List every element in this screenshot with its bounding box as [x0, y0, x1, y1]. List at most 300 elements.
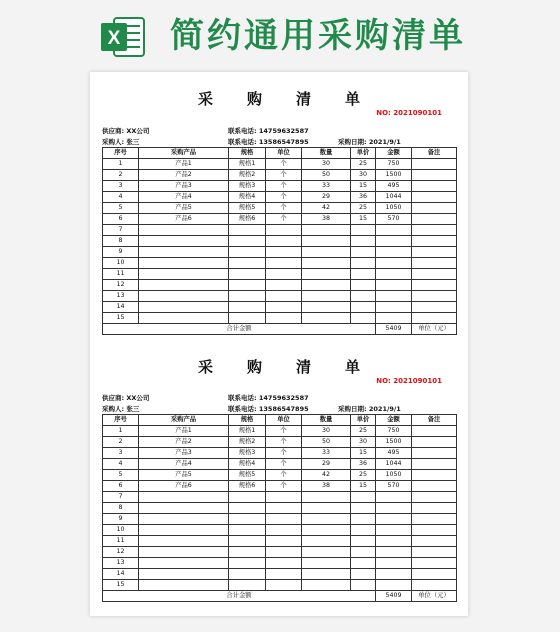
table-cell: 个: [266, 203, 302, 214]
table-row: [103, 536, 457, 547]
table-cell: [139, 313, 229, 324]
table-cell: 6: [103, 214, 139, 225]
table-cell: [302, 236, 351, 247]
table-row: [103, 247, 457, 258]
table-cell: [302, 580, 351, 591]
table-cell: [412, 547, 457, 558]
table-cell: [351, 313, 376, 324]
table-cell: 个: [266, 192, 302, 203]
table-cell: 495: [376, 448, 412, 459]
table-row: [103, 181, 457, 192]
table-cell: [412, 503, 457, 514]
table-cell: [229, 558, 266, 569]
document-page: [90, 72, 468, 616]
table-cell: [376, 291, 412, 302]
table-row: [103, 514, 457, 525]
table-cell: [412, 269, 457, 280]
table-cell: 11: [103, 536, 139, 547]
table-row: [103, 225, 457, 236]
total-amount: 5409: [376, 591, 412, 602]
table-cell: [376, 236, 412, 247]
column-header: 规格: [229, 415, 266, 426]
table-cell: 15: [351, 481, 376, 492]
table-cell: [412, 236, 457, 247]
contact-label: 联系电话:: [228, 138, 257, 146]
table-cell: [139, 225, 229, 236]
table-cell: 14: [103, 302, 139, 313]
table-cell: [302, 514, 351, 525]
table-cell: [351, 580, 376, 591]
table-cell: [139, 558, 229, 569]
table-cell: [376, 580, 412, 591]
table-cell: [412, 569, 457, 580]
table-cell: [376, 569, 412, 580]
column-header: 单位: [266, 148, 302, 159]
table-cell: [229, 236, 266, 247]
table-cell: 个: [266, 481, 302, 492]
column-header: 采购产品: [139, 415, 229, 426]
table-cell: [266, 247, 302, 258]
form-title: 采购清单: [197, 90, 394, 108]
table-cell: 15: [351, 214, 376, 225]
table-row: [103, 192, 457, 203]
table-cell: [302, 247, 351, 258]
contact-label: 联系电话:: [228, 127, 257, 135]
table-row: [103, 492, 457, 503]
table-cell: [139, 258, 229, 269]
table-cell: 29: [302, 192, 351, 203]
table-cell: [376, 269, 412, 280]
contact-label: 联系电话:: [228, 394, 257, 402]
table-cell: [266, 280, 302, 291]
purchase-table: [102, 414, 457, 602]
table-cell: [302, 269, 351, 280]
table-cell: 50: [302, 437, 351, 448]
table-cell: 个: [266, 181, 302, 192]
table-cell: [266, 236, 302, 247]
table-cell: 个: [266, 426, 302, 437]
table-cell: [229, 302, 266, 313]
purchase-date-info: [338, 137, 401, 146]
table-cell: [351, 547, 376, 558]
table-cell: [266, 225, 302, 236]
table-cell: 12: [103, 280, 139, 291]
form-number: NO: 2021090101: [376, 109, 442, 117]
table-cell: [266, 503, 302, 514]
table-cell: [412, 302, 457, 313]
table-row: [103, 302, 457, 313]
column-header: 序号: [103, 148, 139, 159]
excel-icon-letter: X: [107, 28, 121, 49]
column-header: 单价: [351, 148, 376, 159]
table-cell: 产品5: [139, 203, 229, 214]
table-cell: 11: [103, 269, 139, 280]
table-cell: 规格1: [229, 159, 266, 170]
table-cell: 7: [103, 492, 139, 503]
supplier-phone: 14759632587: [258, 127, 309, 135]
table-row: [103, 269, 457, 280]
table-cell: 42: [302, 470, 351, 481]
buyer-value: 张三: [126, 138, 140, 146]
table-cell: [351, 514, 376, 525]
supplier-value: XX公司: [126, 394, 150, 402]
table-cell: [412, 181, 457, 192]
table-cell: 产品3: [139, 448, 229, 459]
table-cell: 规格5: [229, 203, 266, 214]
supplier-phone-info: [228, 126, 309, 135]
table-cell: [266, 536, 302, 547]
purchase-date: 2021/9/1: [368, 405, 401, 413]
table-cell: 1050: [376, 470, 412, 481]
table-cell: 2: [103, 170, 139, 181]
table-cell: [229, 503, 266, 514]
excel-icon: [100, 15, 146, 59]
table-cell: 产品1: [139, 426, 229, 437]
table-cell: [139, 580, 229, 591]
table-cell: [412, 558, 457, 569]
table-cell: 25: [351, 203, 376, 214]
table-cell: 产品2: [139, 170, 229, 181]
table-cell: 1050: [376, 203, 412, 214]
table-cell: [229, 291, 266, 302]
table-cell: [229, 492, 266, 503]
buyer-phone-info: [228, 137, 309, 146]
table-row: [103, 258, 457, 269]
table-cell: [351, 236, 376, 247]
table-cell: [376, 547, 412, 558]
column-header: 单价: [351, 415, 376, 426]
banner: [0, 0, 560, 70]
table-cell: [376, 514, 412, 525]
table-cell: 3: [103, 181, 139, 192]
table-cell: [302, 558, 351, 569]
supplier-label: 供应商:: [102, 394, 125, 402]
table-cell: 38: [302, 481, 351, 492]
table-cell: [229, 247, 266, 258]
table-cell: 13: [103, 558, 139, 569]
table-cell: [351, 503, 376, 514]
table-cell: 38: [302, 214, 351, 225]
table-cell: [351, 525, 376, 536]
table-cell: [139, 547, 229, 558]
table-cell: [229, 569, 266, 580]
unit-note: 单位（元）: [412, 324, 457, 335]
table-cell: [412, 536, 457, 547]
table-row: [103, 580, 457, 591]
table-cell: 25: [351, 470, 376, 481]
table-row: [103, 481, 457, 492]
banner-title: 简约通用采购清单: [170, 16, 466, 56]
table-cell: 规格5: [229, 470, 266, 481]
buyer-label: 采购人:: [102, 405, 125, 413]
table-cell: [302, 525, 351, 536]
table-cell: [229, 225, 266, 236]
supplier-info: [102, 393, 149, 402]
table-cell: [139, 514, 229, 525]
table-cell: [302, 569, 351, 580]
table-cell: 8: [103, 503, 139, 514]
total-row: [103, 324, 457, 335]
table-cell: 10: [103, 258, 139, 269]
table-cell: 25: [351, 159, 376, 170]
purchase-date: 2021/9/1: [368, 138, 401, 146]
table-cell: [302, 536, 351, 547]
table-cell: [412, 514, 457, 525]
table-cell: 6: [103, 481, 139, 492]
table-cell: [229, 313, 266, 324]
table-cell: [412, 481, 457, 492]
table-cell: [266, 580, 302, 591]
table-cell: 4: [103, 192, 139, 203]
table-cell: [351, 258, 376, 269]
table-cell: 规格4: [229, 192, 266, 203]
table-cell: [139, 536, 229, 547]
supplier-label: 供应商:: [102, 127, 125, 135]
table-cell: [376, 225, 412, 236]
table-cell: [229, 258, 266, 269]
table-cell: 规格2: [229, 170, 266, 181]
table-cell: [139, 525, 229, 536]
table-cell: 规格4: [229, 459, 266, 470]
table-cell: [376, 302, 412, 313]
table-row: [103, 280, 457, 291]
table-cell: 产品4: [139, 192, 229, 203]
table-cell: [412, 247, 457, 258]
table-cell: 36: [351, 192, 376, 203]
table-cell: [351, 225, 376, 236]
table-cell: 产品5: [139, 470, 229, 481]
table-cell: [139, 280, 229, 291]
table-cell: 30: [302, 159, 351, 170]
table-row: [103, 313, 457, 324]
table-cell: 1500: [376, 437, 412, 448]
table-cell: [302, 503, 351, 514]
table-cell: [229, 547, 266, 558]
table-cell: [302, 492, 351, 503]
column-header: 备注: [412, 415, 457, 426]
purchase-table: [102, 147, 457, 335]
table-row: [103, 437, 457, 448]
table-cell: [412, 437, 457, 448]
table-cell: [412, 170, 457, 181]
column-header: 规格: [229, 148, 266, 159]
table-cell: [266, 492, 302, 503]
table-cell: 15: [351, 448, 376, 459]
table-cell: [266, 269, 302, 280]
table-cell: [412, 426, 457, 437]
table-cell: [376, 258, 412, 269]
table-row: [103, 470, 457, 481]
table-cell: 12: [103, 547, 139, 558]
table-row: [103, 459, 457, 470]
table-cell: 15: [103, 313, 139, 324]
table-cell: [229, 536, 266, 547]
table-row: [103, 159, 457, 170]
table-cell: [376, 503, 412, 514]
table-cell: [351, 291, 376, 302]
table-cell: 产品2: [139, 437, 229, 448]
table-cell: 个: [266, 448, 302, 459]
table-header-row: [103, 148, 457, 159]
table-cell: [412, 280, 457, 291]
table-cell: [229, 269, 266, 280]
table-cell: [139, 269, 229, 280]
table-cell: [351, 569, 376, 580]
table-cell: [139, 291, 229, 302]
buyer-phone: 13586547895: [258, 138, 309, 146]
table-cell: [302, 291, 351, 302]
table-cell: [412, 492, 457, 503]
supplier-phone: 14759632587: [258, 394, 309, 402]
table-cell: [302, 313, 351, 324]
table-cell: 产品4: [139, 459, 229, 470]
table-cell: 570: [376, 214, 412, 225]
table-cell: [266, 258, 302, 269]
buyer-phone-info: [228, 404, 309, 413]
table-cell: [302, 547, 351, 558]
table-cell: [376, 525, 412, 536]
table-row: [103, 236, 457, 247]
table-cell: 个: [266, 214, 302, 225]
table-cell: 规格6: [229, 214, 266, 225]
column-header: 金额: [376, 148, 412, 159]
table-cell: [412, 159, 457, 170]
table-cell: 1: [103, 426, 139, 437]
table-cell: [266, 569, 302, 580]
table-cell: 1500: [376, 170, 412, 181]
total-amount: 5409: [376, 324, 412, 335]
table-cell: 个: [266, 437, 302, 448]
table-cell: 规格2: [229, 437, 266, 448]
table-cell: [376, 492, 412, 503]
table-cell: [376, 247, 412, 258]
table-cell: [266, 525, 302, 536]
table-row: [103, 503, 457, 514]
form-number: NO: 2021090101: [376, 377, 442, 385]
table-row: [103, 214, 457, 225]
supplier-value: XX公司: [126, 127, 150, 135]
table-cell: 5: [103, 470, 139, 481]
table-cell: 36: [351, 459, 376, 470]
table-cell: 42: [302, 203, 351, 214]
table-cell: [412, 470, 457, 481]
table-cell: [412, 214, 457, 225]
table-row: [103, 558, 457, 569]
table-cell: 1044: [376, 192, 412, 203]
table-cell: [351, 492, 376, 503]
table-cell: 规格3: [229, 181, 266, 192]
table-cell: [302, 258, 351, 269]
table-cell: [229, 280, 266, 291]
table-cell: 50: [302, 170, 351, 181]
table-row: [103, 448, 457, 459]
table-cell: [351, 536, 376, 547]
column-header: 序号: [103, 415, 139, 426]
table-cell: [229, 525, 266, 536]
purchase-date-info: [338, 404, 401, 413]
table-cell: [266, 302, 302, 313]
table-cell: 570: [376, 481, 412, 492]
table-cell: 产品6: [139, 481, 229, 492]
table-cell: [351, 302, 376, 313]
table-cell: [376, 280, 412, 291]
table-cell: [412, 580, 457, 591]
table-cell: [376, 558, 412, 569]
table-cell: 产品3: [139, 181, 229, 192]
table-row: [103, 203, 457, 214]
buyer-label: 采购人:: [102, 138, 125, 146]
table-cell: 33: [302, 181, 351, 192]
table-cell: 个: [266, 159, 302, 170]
supplier-info: [102, 126, 149, 135]
table-cell: [376, 313, 412, 324]
buyer-info: [102, 137, 139, 146]
buyer-info: [102, 404, 139, 413]
table-cell: [412, 459, 457, 470]
column-header: 数量: [302, 415, 351, 426]
table-cell: 产品1: [139, 159, 229, 170]
supplier-phone-info: [228, 393, 309, 402]
table-cell: [412, 203, 457, 214]
table-cell: [412, 448, 457, 459]
table-cell: [229, 514, 266, 525]
table-cell: [351, 269, 376, 280]
table-cell: [351, 558, 376, 569]
table-cell: 1044: [376, 459, 412, 470]
table-cell: 1: [103, 159, 139, 170]
column-header: 单位: [266, 415, 302, 426]
table-cell: 750: [376, 159, 412, 170]
table-cell: 30: [351, 170, 376, 181]
table-cell: 个: [266, 170, 302, 181]
table-row: [103, 426, 457, 437]
table-cell: 个: [266, 470, 302, 481]
table-cell: 9: [103, 514, 139, 525]
table-row: [103, 525, 457, 536]
table-cell: [351, 247, 376, 258]
table-header-row: [103, 415, 457, 426]
table-cell: [302, 280, 351, 291]
table-cell: [412, 313, 457, 324]
table-cell: [302, 302, 351, 313]
table-cell: 33: [302, 448, 351, 459]
table-cell: 3: [103, 448, 139, 459]
table-cell: 29: [302, 459, 351, 470]
total-label: 合计金额: [103, 591, 376, 602]
table-cell: 规格6: [229, 481, 266, 492]
total-row: [103, 591, 457, 602]
table-cell: [139, 302, 229, 313]
table-cell: [266, 291, 302, 302]
table-cell: 规格1: [229, 426, 266, 437]
table-cell: 8: [103, 236, 139, 247]
table-row: [103, 170, 457, 181]
table-cell: 4: [103, 459, 139, 470]
table-cell: [139, 569, 229, 580]
table-cell: [266, 313, 302, 324]
column-header: 采购产品: [139, 148, 229, 159]
table-cell: [139, 503, 229, 514]
table-cell: [139, 247, 229, 258]
table-row: [103, 291, 457, 302]
table-cell: 9: [103, 247, 139, 258]
table-cell: [266, 558, 302, 569]
buyer-phone: 13586547895: [258, 405, 309, 413]
buyer-value: 张三: [126, 405, 140, 413]
form-title: 采购清单: [197, 358, 394, 376]
table-cell: 15: [103, 580, 139, 591]
table-cell: 30: [351, 437, 376, 448]
